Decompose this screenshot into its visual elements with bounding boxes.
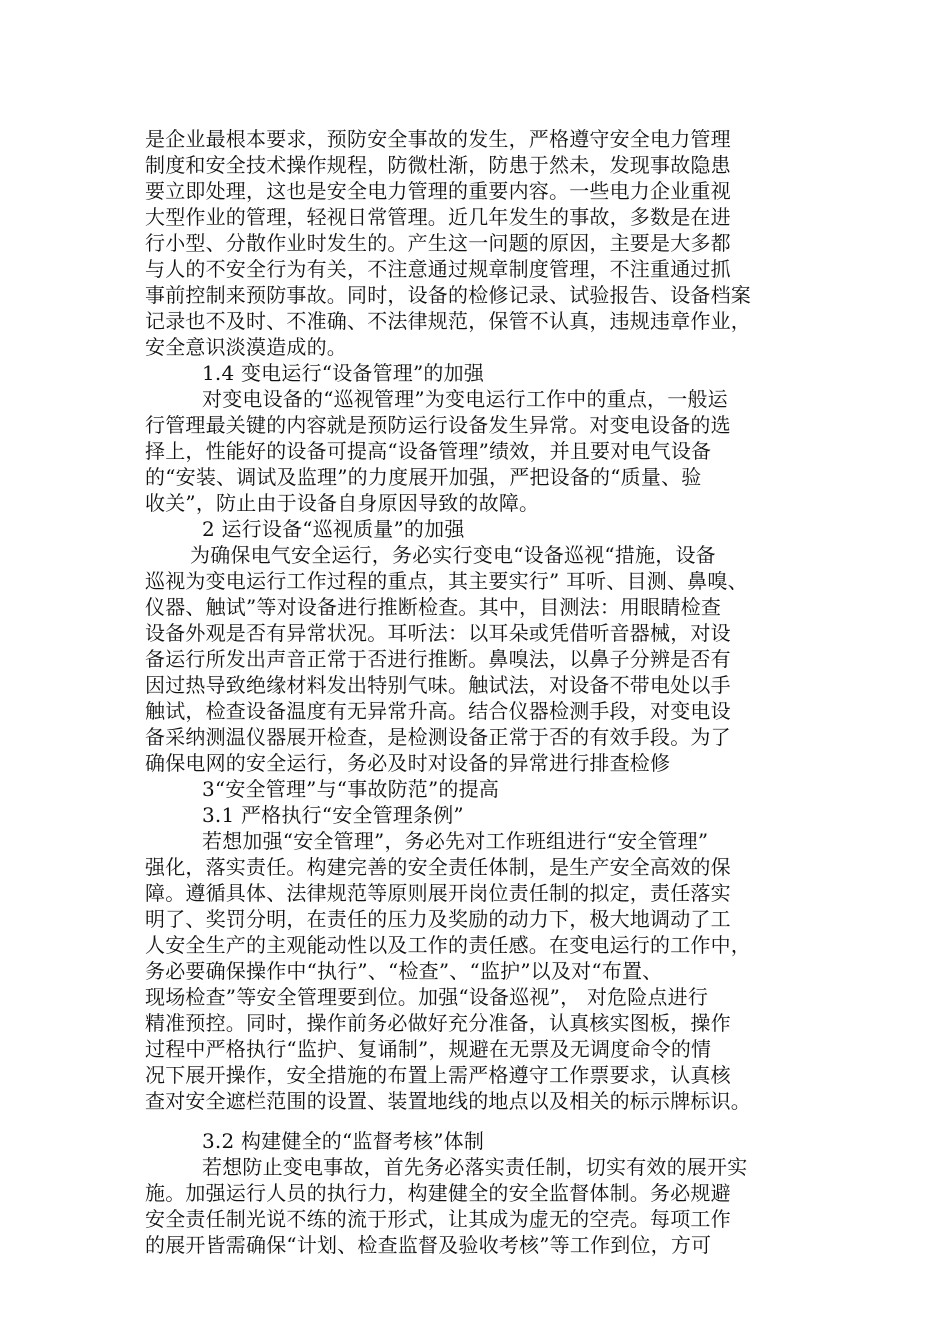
text-line: 强化，落实责任。构建完善的安全责任体制，是生产安全高效的保 [145,855,731,879]
text-line: 查对安全遮栏范围的设置、装置地线的地点以及相关的标示牌标识。 [145,1089,751,1113]
text-line: 因过热导致绝缘材料发出特别气味。触试法，对设备不带电处以手 [145,673,731,697]
text-line: 是企业最根本要求，预防安全事故的发生，严格遵守安全电力管理 [145,127,731,151]
text-line: 若想加强“安全管理”，务必先对工作班组进行“安全管理” [202,829,709,853]
text-line: 的“安装、调试及监理”的力度展开加强，严把设备的“质量、验 [145,465,702,489]
text-line: 行管理最关键的内容就是预防运行设备发生异常。对变电设备的选 [145,413,731,437]
text-line: 仪器、触试”等对设备进行推断检查。其中，目测法：用眼睛检查 [145,595,722,619]
section-heading: 3“安全管理”与“事故防范”的提高 [202,777,500,801]
text-line: 况下展开操作，安全措施的布置上需严格遵守工作票要求，认真核 [145,1063,731,1087]
text-line: 明了、奖罚分明，在责任的压力及奖励的动力下，极大地调动了工 [145,907,731,931]
text-line: 人安全生产的主观能动性以及工作的责任感。在变电运行的工作中， [145,933,751,957]
text-line: 行小型、分散作业时发生的。产生这一问题的原因，主要是大多都 [145,231,731,255]
section-heading: 2 运行设备“巡视质量”的加强 [202,517,465,541]
text-line: 事前控制来预防事故。同时，设备的检修记录、试验报告、设备档案 [145,283,751,307]
section-heading: 1.4 变电运行“设备管理”的加强 [202,361,485,385]
text-line: 记录也不及时、不准确、不法律规范，保管不认真，违规违章作业， [145,309,751,333]
text-line: 务必要确保操作中“执行”、“检查”、“监护”以及对“布置、 [145,959,663,983]
text-line: 要立即处理，这也是安全电力管理的重要内容。一些电力企业重视 [145,179,731,203]
text-line: 现场检查”等安全管理要到位。加强“设备巡视”， 对危险点进行 [145,985,709,1009]
text-line: 大型作业的管理，轻视日常管理。近几年发生的事故，多数是在进 [145,205,731,229]
text-line: 过程中严格执行“监护、复诵制”，规避在无票及无调度命令的情 [145,1037,712,1061]
text-line: 择上，性能好的设备可提高“设备管理”绩效，并且要对电气设备 [145,439,712,463]
text-line: 收关”，防止由于设备自身原因导致的故障。 [145,491,540,515]
text-line: 为确保电气安全运行，务必实行变电“设备巡视“措施，设备 [190,543,716,567]
text-line: 与人的不安全行为有关，不注意通过规章制度管理，不注重通过抓 [145,257,731,281]
section-heading: 3.1 严格执行“安全管理条例” [202,803,464,827]
text-line: 安全意识淡漠造成的。 [145,335,347,359]
text-line: 障。遵循具体、法律规范等原则展开岗位责任制的拟定，责任落实 [145,881,731,905]
text-line: 若想防止变电事故，首先务必落实责任制，切实有效的展开实 [202,1155,748,1179]
text-line: 精准预控。同时，操作前务必做好充分准备，认真核实图板，操作 [145,1011,731,1035]
text-line: 安全责任制光说不练的流于形式，让其成为虚无的空壳。每项工作 [145,1207,731,1231]
text-line: 对变电设备的“巡视管理”为变电运行工作中的重点，一般运 [202,387,728,411]
text-line: 施。加强运行人员的执行力，构建健全的安全监督体制。务必规避 [145,1181,731,1205]
section-heading: 3.2 构建健全的“监督考核”体制 [202,1129,485,1153]
text-line: 确保电网的安全运行，务必及时对设备的异常进行排查检修 [145,751,671,775]
text-line: 备采纳测温仪器展开检查，是检测设备正常于否的有效手段。为了 [145,725,731,749]
text-line: 巡视为变电运行工作过程的重点，其主要实行” 耳听、目测、鼻嗅、 [145,569,748,593]
text-line: 的展开皆需确保“计划、检查监督及验收考核”等工作到位，方可 [145,1233,712,1257]
text-line: 设备外观是否有异常状况。耳听法：以耳朵或凭借听音器械，对设 [145,621,731,645]
text-line: 触试，检查设备温度有无异常升高。结合仪器检测手段，对变电设 [145,699,731,723]
text-line: 制度和安全技术操作规程，防微杜渐，防患于然未，发现事故隐患 [145,153,731,177]
text-line: 备运行所发出声音正常于否进行推断。鼻嗅法，以鼻子分辨是否有 [145,647,731,671]
